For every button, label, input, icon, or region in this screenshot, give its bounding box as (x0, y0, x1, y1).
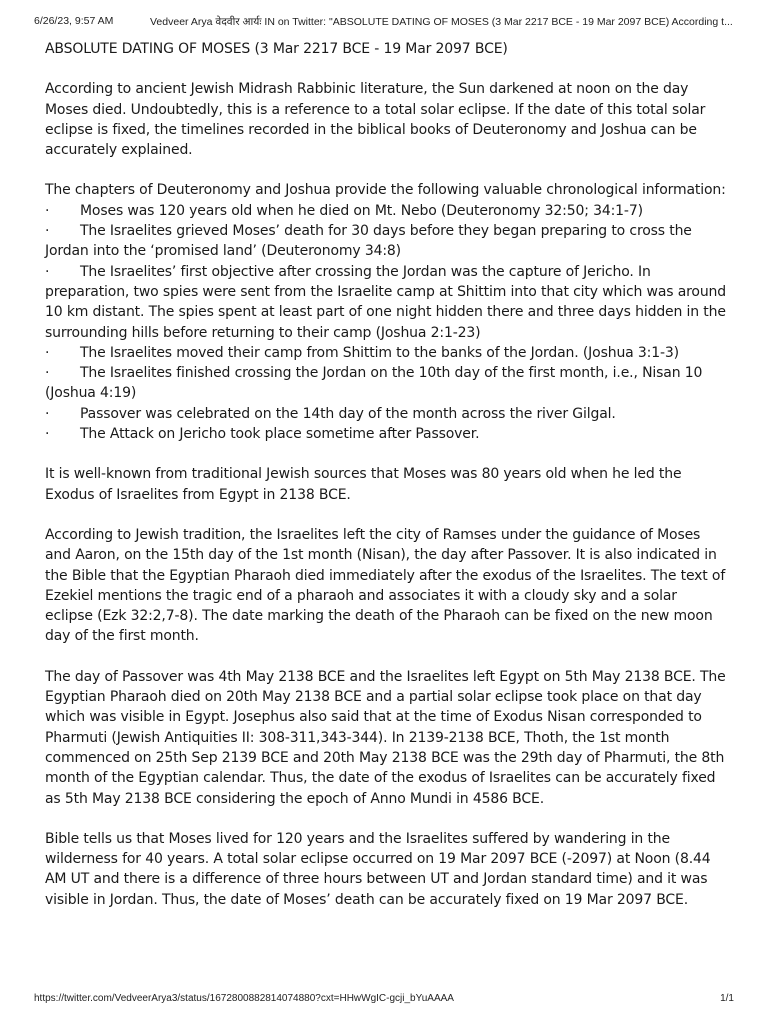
print-footer (34, 993, 734, 1009)
list-item (45, 201, 727, 221)
bullet-mark: · (45, 202, 50, 219)
list-item (45, 343, 727, 363)
list-item-text: The Israelites grieved Moses’ death for 30 days before they began preparing to cross the Jordan into the ‘promised land’ (Deuteronomy 34:8) (45, 223, 692, 260)
chronology-list (45, 201, 727, 445)
list-item-text: The Attack on Jericho took place sometime after Passover. (80, 426, 480, 443)
paragraph-passover-dates: The day of Passover was 4th May 2138 BCE and the Israelites left Egypt on 5th May 2138 BCE. The Egyptian Pharaoh died on 20th May 2138 BCE and a partial solar eclipse took place on that day which was visible in Egypt. Josephus also said that at the time of Exodus Nisan corresponded to Pharmuti (Jewish Antiquities II: 308-311,343-344). In 2139-2138 BCE, Thoth, the 1st month commenced on 25th Sep 2139 BCE and 20th May 2138 BCE was the 29th day of Pharmuti, the 8th month of the Egyptian calendar. Thus, the date of the exodus of Israelites can be accurately fixed as 5th May 2138 BCE considering the epoch of Anno Mundi in 4586 BCE. (45, 668, 726, 807)
list-intro: The chapters of Deuteronomy and Joshua provide the following valuable chronological information: (45, 182, 726, 199)
list-item-text: Passover was celebrated on the 14th day of the month across the river Gilgal. (80, 405, 616, 422)
list-item (45, 424, 727, 444)
paragraph-midrash: According to ancient Jewish Midrash Rabbinic literature, the Sun darkened at noon on the day Moses died. Undoubtedly, this is a reference to a total solar eclipse. If the date of this total solar eclipse is fixed, the timelines recorded in the biblical books of Deuteronomy and Joshua can be accurately explained. (45, 81, 706, 159)
bullet-mark: · (45, 365, 50, 382)
print-header (34, 15, 734, 33)
bullet-mark: · (45, 223, 50, 240)
list-item-text: Moses was 120 years old when he died on Mt. Nebo (Deuteronomy 32:50; 34:1-7) (80, 202, 643, 219)
list-item-text: The Israelites moved their camp from Shittim to the banks of the Jordan. (Joshua 3:1-3) (80, 344, 679, 361)
list-item (45, 262, 727, 343)
paragraph-jewish-tradition: According to Jewish tradition, the Israelites left the city of Ramses under the guidance of Moses and Aaron, on the 15th day of the 1st month (Nisan), the day after Passover. It is also indicated in the Bible that the Egyptian Pharaoh died immediately after the exodus of the Israelites. The text of Ezekiel mentions the tragic end of a pharaoh and associates it with a cloudy sky and a solar eclipse (Ezk 32:2,7-8). The date marking the death of the Pharaoh can be fixed on the new moon day of the first month. (45, 526, 726, 645)
print-datetime: 6/26/23, 9:57 AM (34, 15, 114, 27)
paragraph-moses-age: It is well-known from traditional Jewish sources that Moses was 80 years old when he led the Exodus of Israelites from Egypt in 2138 BCE. (45, 466, 682, 503)
print-page-title: Vedveer Arya वेदवीर आर्यः IN on Twitter: "ABSOLUTE DATING OF MOSES (3 Mar 2217 BCE - 19 Mar 2097 BCE) According t... (150, 16, 733, 28)
bullet-mark: · (45, 405, 50, 422)
list-item (45, 404, 727, 424)
bullet-mark: · (45, 426, 50, 443)
page-number: 1/1 (720, 993, 734, 1004)
list-item (45, 221, 727, 262)
bullet-mark: · (45, 263, 50, 280)
document-heading: ABSOLUTE DATING OF MOSES (3 Mar 2217 BCE - 19 Mar 2097 BCE) (45, 41, 508, 57)
bullet-mark: · (45, 344, 50, 361)
paragraph-moses-death: Bible tells us that Moses lived for 120 years and the Israelites suffered by wandering in the wilderness for 40 years. A total solar eclipse occurred on 19 Mar 2097 BCE (-2097) at Noon (8.44 AM UT and there is a difference of three hours between UT and Jordan standard time) and it was visible in Jordan. Thus, the date of Moses’ death can be accurately fixed on 19 Mar 2097 BCE. (45, 830, 711, 908)
document-body (45, 39, 727, 930)
list-item-text: The Israelites finished crossing the Jordan on the 10th day of the first month, i.e., Nisan 10 (Joshua 4:19) (45, 365, 703, 402)
source-url: https://twitter.com/VedveerArya3/status/1672800882814074880?cxt=HHwWgIC-gcji_bYuAAAA (34, 993, 454, 1004)
list-item (45, 363, 727, 404)
list-item-text: The Israelites’ first objective after crossing the Jordan was the capture of Jericho. In preparation, two spies were sent from the Israelite camp at Shittim into that city which was around 10 km distant. The spies spent at least part of one night hidden there and three days hidden in the surrounding hills before returning to their camp (Joshua 2:1-23) (45, 263, 727, 341)
